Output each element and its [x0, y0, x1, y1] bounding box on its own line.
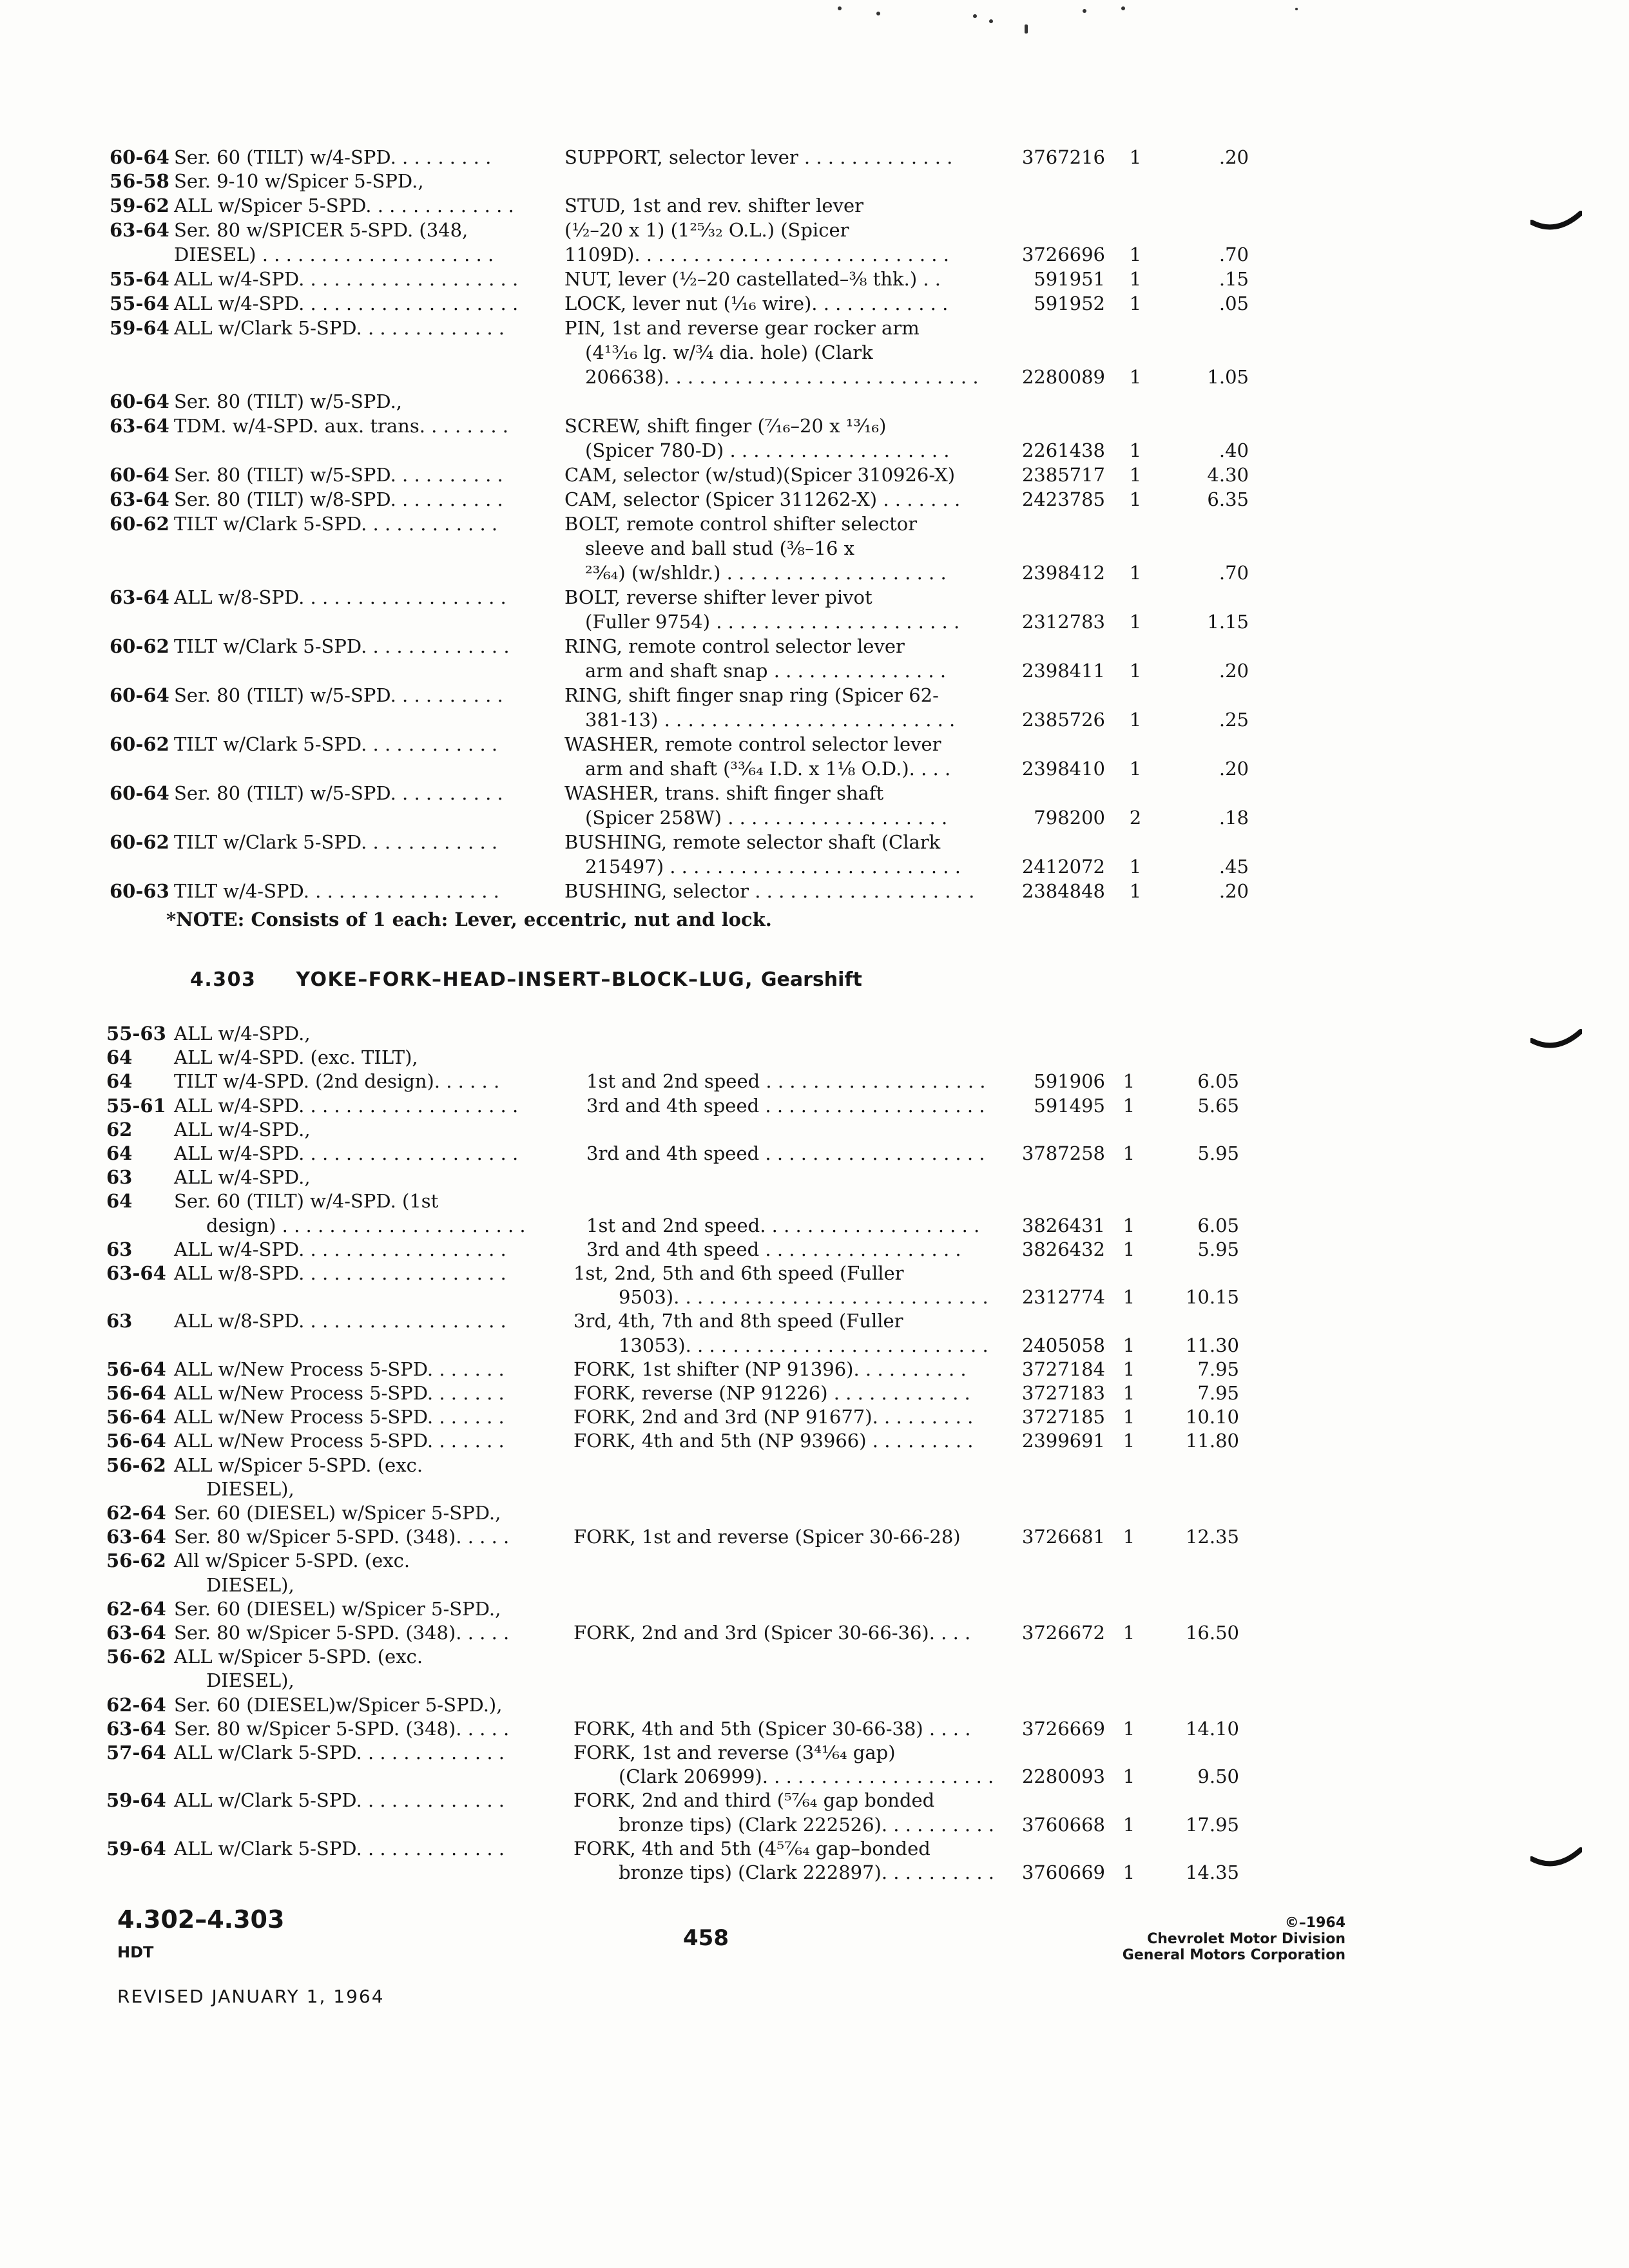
application: TILT w/4-SPD. (2nd design). . . . . . — [174, 1070, 500, 1092]
part-number: 2312783 — [1021, 611, 1105, 633]
year-range: 60-62 — [110, 831, 169, 853]
application: ALL w/4-SPD., — [174, 1023, 311, 1044]
part-number: 3726672 — [1021, 1622, 1105, 1644]
description: WASHER, remote control selector lever — [564, 733, 941, 755]
application: Ser. 80 w/Spicer 5-SPD. (348). . . . . — [174, 1526, 510, 1548]
part-number: 2384848 — [1021, 880, 1105, 902]
price: 6.35 — [1207, 488, 1249, 510]
note-text: *NOTE: Consists of 1 each: Lever, eccentric, nut and lock. — [166, 908, 772, 930]
application: ALL w/New Process 5-SPD. . . . . . . — [174, 1430, 505, 1452]
quantity: 1 — [1129, 611, 1142, 633]
year-range: 64 — [106, 1142, 133, 1164]
price: 6.05 — [1197, 1215, 1239, 1236]
year-range: 63 — [106, 1166, 133, 1188]
application: TILT w/Clark 5-SPD. . . . . . . . . . . . — [174, 733, 498, 755]
year-range: 57-64 — [106, 1742, 166, 1763]
part-number: 2312774 — [1021, 1286, 1105, 1308]
application: Ser. 80 (TILT) w/5-SPD. . . . . . . . . . — [174, 782, 503, 804]
year-range: 60-64 — [110, 146, 169, 168]
application: Ser. 60 (TILT) w/4-SPD. . . . . . . . . — [174, 146, 492, 168]
description: sleeve and ball stud (⅜–16 x — [585, 537, 855, 559]
application: Ser. 80 w/SPICER 5-SPD. (348, — [174, 219, 468, 241]
price: 4.30 — [1207, 464, 1249, 486]
quantity: 1 — [1123, 1406, 1135, 1428]
price: 11.80 — [1185, 1430, 1239, 1452]
description: 3rd, 4th, 7th and 8th speed (Fuller — [574, 1310, 903, 1332]
price: 5.65 — [1197, 1095, 1239, 1117]
application: ALL w/8-SPD. . . . . . . . . . . . . . . . . . — [174, 1310, 506, 1332]
description: CAM, selector (w/stud)(Spicer 310926-X) — [564, 464, 956, 486]
year-range: 64 — [106, 1070, 133, 1092]
description: 3rd and 4th speed . . . . . . . . . . . . . . . . . . . — [586, 1142, 985, 1164]
year-range: 56-58 — [110, 170, 169, 192]
price: .25 — [1219, 709, 1249, 731]
description: (4¹³⁄₁₆ lg. w/¾ dia. hole) (Clark — [585, 341, 873, 363]
footer-code: HDT — [117, 1943, 154, 1961]
quantity: 1 — [1129, 758, 1142, 780]
section-heading — [190, 968, 862, 991]
part-number: 3727183 — [1021, 1382, 1105, 1404]
description: 1st, 2nd, 5th and 6th speed (Fuller — [574, 1262, 904, 1284]
description: 3rd and 4th speed . . . . . . . . . . . . . . . . . — [586, 1238, 961, 1260]
application: ALL w/Spicer 5-SPD. (exc. — [174, 1454, 423, 1476]
description: BUSHING, selector . . . . . . . . . . . . . . . . . . . — [564, 880, 975, 902]
price: 1.15 — [1207, 611, 1249, 633]
description: NUT, lever (½–20 castellated–⅜ thk.) . . — [564, 268, 941, 290]
price: 10.10 — [1185, 1406, 1239, 1428]
part-number: 3826432 — [1021, 1238, 1105, 1260]
year-range: 63-64 — [106, 1718, 166, 1740]
part-number: 2280093 — [1021, 1765, 1105, 1787]
price: 7.95 — [1197, 1382, 1239, 1404]
description: arm and shaft snap . . . . . . . . . . . . . . . — [585, 660, 947, 682]
application: Ser. 80 (TILT) w/8-SPD. . . . . . . . . . — [174, 488, 503, 510]
price: 7.95 — [1197, 1358, 1239, 1380]
application: Ser. 80 (TILT) w/5-SPD. . . . . . . . . . — [174, 684, 503, 706]
quantity: 1 — [1129, 366, 1142, 388]
copyright-line: General Motors Corporation — [1122, 1947, 1345, 1963]
application: ALL w/New Process 5-SPD. . . . . . . — [174, 1358, 505, 1380]
year-range: 63-64 — [106, 1622, 166, 1644]
year-range: 64 — [106, 1046, 133, 1068]
price: .20 — [1219, 660, 1249, 682]
price: .40 — [1219, 439, 1249, 461]
application: Ser. 80 w/Spicer 5-SPD. (348). . . . . — [174, 1718, 510, 1740]
part-number: 3826431 — [1021, 1215, 1105, 1236]
year-range: 56-64 — [106, 1430, 166, 1452]
part-number: 2398410 — [1021, 758, 1105, 780]
year-range: 64 — [106, 1190, 133, 1212]
application: ALL w/8-SPD. . . . . . . . . . . . . . . . . . — [174, 1262, 506, 1284]
quantity: 1 — [1129, 856, 1142, 878]
price: 5.95 — [1197, 1142, 1239, 1164]
description: 1st and 2nd speed. . . . . . . . . . . . . . . . . . . — [586, 1215, 980, 1236]
application: TILT w/Clark 5-SPD. . . . . . . . . . . . . — [174, 635, 510, 657]
application: ALL w/Clark 5-SPD. . . . . . . . . . . . . — [174, 1789, 505, 1811]
part-number: 2280089 — [1021, 366, 1105, 388]
price: 9.50 — [1197, 1765, 1239, 1787]
part-number: 2385717 — [1021, 464, 1105, 486]
description: 1st and 2nd speed . . . . . . . . . . . . . . . . . . . — [586, 1070, 986, 1092]
application: DIESEL) . . . . . . . . . . . . . . . . . . . . — [174, 244, 494, 265]
section-number: 4.303 — [190, 968, 256, 991]
part-number: 3727184 — [1021, 1358, 1105, 1380]
quantity: 1 — [1129, 709, 1142, 731]
description: BUSHING, remote selector shaft (Clark — [564, 831, 941, 853]
year-range: 60-62 — [110, 513, 169, 535]
description: (Spicer 258W) . . . . . . . . . . . . . . . . . . . — [585, 807, 948, 829]
application: ALL w/4-SPD. . . . . . . . . . . . . . . . . . . — [174, 268, 519, 290]
section-title: YOKE–FORK–HEAD–INSERT–BLOCK–LUG, — [296, 968, 753, 991]
price: 16.50 — [1185, 1622, 1239, 1644]
quantity: 1 — [1129, 880, 1142, 902]
punch-mark — [1530, 1028, 1582, 1053]
description: FORK, 4th and 5th (4⁵⁷⁄₆₄ gap–bonded — [574, 1838, 930, 1860]
year-range: 56-62 — [106, 1454, 166, 1476]
part-number: 3760669 — [1021, 1861, 1105, 1883]
quantity: 1 — [1129, 268, 1142, 290]
price: .18 — [1219, 807, 1249, 829]
quantity: 1 — [1123, 1430, 1135, 1452]
description: arm and shaft (³³⁄₆₄ I.D. x 1⅛ O.D.). . . . — [585, 758, 951, 780]
description: PIN, 1st and reverse gear rocker arm — [564, 317, 920, 339]
year-range: 60-64 — [110, 390, 169, 412]
description: bronze tips) (Clark 222526). . . . . . . . . . — [619, 1814, 995, 1836]
year-range: 63-64 — [106, 1262, 166, 1284]
description: FORK, 4th and 5th (NP 93966) . . . . . . . . . — [574, 1430, 974, 1452]
application: ALL w/New Process 5-SPD. . . . . . . — [174, 1406, 505, 1428]
price: .05 — [1219, 293, 1249, 314]
description: FORK, reverse (NP 91226) . . . . . . . . . . . . — [574, 1382, 970, 1404]
description: 215497) . . . . . . . . . . . . . . . . . . . . . . . . . — [585, 856, 961, 878]
part-number: 2385726 — [1021, 709, 1105, 731]
price: .70 — [1219, 562, 1249, 584]
part-number: 2423785 — [1021, 488, 1105, 510]
application: ALL w/4-SPD. (exc. TILT), — [174, 1046, 418, 1068]
year-range: 59-64 — [110, 317, 169, 339]
description: (Spicer 780-D) . . . . . . . . . . . . . . . . . . . — [585, 439, 950, 461]
description: (Fuller 9754) . . . . . . . . . . . . . . . . . . . . . — [585, 611, 960, 633]
quantity: 1 — [1129, 488, 1142, 510]
part-number: 591906 — [1034, 1070, 1105, 1092]
price: .20 — [1219, 880, 1249, 902]
price: 11.30 — [1185, 1334, 1239, 1356]
description: FORK, 1st and reverse (Spicer 30-66-28) — [574, 1526, 961, 1548]
year-range: 63 — [106, 1310, 133, 1332]
year-range: 55-64 — [110, 268, 169, 290]
description: (Clark 206999). . . . . . . . . . . . . . . . . . . . — [619, 1765, 994, 1787]
part-number: 2405058 — [1021, 1334, 1105, 1356]
application: ALL w/Clark 5-SPD. . . . . . . . . . . . . — [174, 1742, 505, 1763]
price: 17.95 — [1185, 1814, 1239, 1836]
application: TDM. w/4-SPD. aux. trans. . . . . . . . — [174, 415, 508, 437]
price: 1.05 — [1207, 366, 1249, 388]
part-number: 2261438 — [1021, 439, 1105, 461]
part-number: 798200 — [1034, 807, 1105, 829]
price: 14.10 — [1185, 1718, 1239, 1740]
quantity: 2 — [1129, 807, 1142, 829]
description: RING, shift finger snap ring (Spicer 62- — [564, 684, 939, 706]
application: ALL w/Clark 5-SPD. . . . . . . . . . . . . — [174, 1838, 505, 1860]
copyright-line: ©–1964 — [1284, 1915, 1345, 1931]
description: SCREW, shift finger (⁷⁄₁₆–20 x ¹³⁄₁₆) — [564, 415, 887, 437]
part-number: 591495 — [1034, 1095, 1105, 1117]
application: Ser. 80 w/Spicer 5-SPD. (348). . . . . — [174, 1622, 510, 1644]
application: All w/Spicer 5-SPD. (exc. — [174, 1550, 410, 1571]
price: 12.35 — [1185, 1526, 1239, 1548]
year-range: 60-63 — [110, 880, 169, 902]
quantity: 1 — [1123, 1215, 1135, 1236]
application: Ser. 80 (TILT) w/5-SPD., — [174, 390, 403, 412]
application: DIESEL), — [206, 1669, 294, 1691]
year-range: 59-62 — [110, 195, 169, 216]
application: ALL w/4-SPD. . . . . . . . . . . . . . . . . . . — [174, 293, 519, 314]
quantity: 1 — [1123, 1382, 1135, 1404]
description: STUD, 1st and rev. shifter lever — [564, 195, 863, 216]
quantity: 1 — [1123, 1526, 1135, 1548]
page-number: 458 — [683, 1925, 729, 1951]
description: WASHER, trans. shift finger shaft — [564, 782, 884, 804]
punch-mark — [1530, 209, 1582, 235]
year-range: 63 — [106, 1238, 133, 1260]
price: .20 — [1219, 758, 1249, 780]
description: FORK, 4th and 5th (Spicer 30-66-38) . . . . — [574, 1718, 971, 1740]
description: 381-13) . . . . . . . . . . . . . . . . . . . . . . . . . — [585, 709, 956, 731]
price: .45 — [1219, 856, 1249, 878]
application: DIESEL), — [206, 1574, 294, 1596]
quantity: 1 — [1123, 1861, 1135, 1883]
year-range: 63-64 — [110, 219, 169, 241]
application: ALL w/Clark 5-SPD. . . . . . . . . . . . . — [174, 317, 505, 339]
year-range: 55-63 — [106, 1023, 166, 1044]
quantity: 1 — [1129, 146, 1142, 168]
price: .15 — [1219, 268, 1249, 290]
year-range: 60-64 — [110, 684, 169, 706]
quantity: 1 — [1129, 244, 1142, 265]
year-range: 63-64 — [110, 586, 169, 608]
quantity: 1 — [1123, 1286, 1135, 1308]
application: ALL w/4-SPD. . . . . . . . . . . . . . . . . . . — [174, 1142, 519, 1164]
price: .20 — [1219, 146, 1249, 168]
quantity: 1 — [1123, 1622, 1135, 1644]
quantity: 1 — [1123, 1718, 1135, 1740]
application: ALL w/8-SPD. . . . . . . . . . . . . . . . . . — [174, 586, 506, 608]
description: 13053). . . . . . . . . . . . . . . . . . . . . . . . . . — [619, 1334, 988, 1356]
part-number: 2398412 — [1021, 562, 1105, 584]
year-range: 62-64 — [106, 1694, 166, 1716]
application: Ser. 60 (DIESEL) w/Spicer 5-SPD., — [174, 1502, 501, 1524]
description: FORK, 1st and reverse (3⁴¹⁄₆₄ gap) — [574, 1742, 896, 1763]
application: TILT w/Clark 5-SPD. . . . . . . . . . . . — [174, 831, 498, 853]
application: TILT w/4-SPD. . . . . . . . . . . . . . . . . — [174, 880, 499, 902]
description: FORK, 1st shifter (NP 91396). . . . . . . . . . — [574, 1358, 967, 1380]
quantity: 1 — [1123, 1358, 1135, 1380]
description: 9503). . . . . . . . . . . . . . . . . . . . . . . . . . . — [619, 1286, 988, 1308]
application: Ser. 60 (TILT) w/4-SPD. (1st — [174, 1190, 439, 1212]
description: ²³⁄₆₄) (w/shldr.) . . . . . . . . . . . . . . . . . . . — [585, 562, 947, 584]
application: ALL w/4-SPD. . . . . . . . . . . . . . . . . . . — [174, 1095, 519, 1117]
price: 14.35 — [1185, 1861, 1239, 1883]
year-range: 56-62 — [106, 1550, 166, 1571]
part-number: 2398411 — [1021, 660, 1105, 682]
application: Ser. 9-10 w/Spicer 5-SPD., — [174, 170, 424, 192]
quantity: 1 — [1129, 464, 1142, 486]
description: CAM, selector (Spicer 311262-X) . . . . . . . — [564, 488, 961, 510]
part-number: 3726681 — [1021, 1526, 1105, 1548]
year-range: 63-64 — [110, 415, 169, 437]
description: BOLT, reverse shifter lever pivot — [564, 586, 872, 608]
description: (½–20 x 1) (1²⁵⁄₃₂ O.L.) (Spicer — [564, 219, 849, 241]
part-number: 3787258 — [1021, 1142, 1105, 1164]
quantity: 1 — [1129, 439, 1142, 461]
description: 206638). . . . . . . . . . . . . . . . . . . . . . . . . . . — [585, 366, 979, 388]
application: Ser. 60 (DIESEL)w/Spicer 5-SPD.), — [174, 1694, 503, 1716]
part-number: 2412072 — [1021, 856, 1105, 878]
year-range: 55-64 — [110, 293, 169, 314]
year-range: 55-61 — [106, 1095, 166, 1117]
year-range: 60-64 — [110, 782, 169, 804]
copyright-line: Chevrolet Motor Division — [1147, 1931, 1345, 1947]
application: ALL w/Spicer 5-SPD. (exc. — [174, 1646, 423, 1667]
punch-mark — [1530, 1846, 1582, 1872]
price: 6.05 — [1197, 1070, 1239, 1092]
quantity: 1 — [1129, 293, 1142, 314]
year-range: 56-64 — [106, 1358, 166, 1380]
year-range: 63-64 — [106, 1526, 166, 1548]
description: 3rd and 4th speed . . . . . . . . . . . . . . . . . . . — [586, 1095, 985, 1117]
year-range: 62 — [106, 1119, 133, 1140]
application: Ser. 80 (TILT) w/5-SPD. . . . . . . . . . — [174, 464, 503, 486]
revised-date: REVISED JANUARY 1, 1964 — [117, 1986, 385, 2007]
quantity: 1 — [1123, 1070, 1135, 1092]
year-range: 56-64 — [106, 1406, 166, 1428]
description: FORK, 2nd and 3rd (NP 91677). . . . . . . . . — [574, 1406, 974, 1428]
description: 1109D). . . . . . . . . . . . . . . . . . . . . . . . . . . — [564, 244, 949, 265]
description: RING, remote control selector lever — [564, 635, 905, 657]
year-range: 56-62 — [106, 1646, 166, 1667]
year-range: 60-62 — [110, 635, 169, 657]
part-number: 3726696 — [1021, 244, 1105, 265]
year-range: 59-64 — [106, 1838, 166, 1860]
part-number: 3767216 — [1021, 146, 1105, 168]
quantity: 1 — [1123, 1142, 1135, 1164]
application: design) . . . . . . . . . . . . . . . . . . . . . — [206, 1215, 526, 1236]
price: 5.95 — [1197, 1238, 1239, 1260]
year-range: 60-62 — [110, 733, 169, 755]
part-number: 3727185 — [1021, 1406, 1105, 1428]
description: FORK, 2nd and 3rd (Spicer 30-66-36). . . . — [574, 1622, 971, 1644]
part-number: 591952 — [1034, 293, 1105, 314]
part-number: 2399691 — [1021, 1430, 1105, 1452]
description: bronze tips) (Clark 222897). . . . . . . . . . — [619, 1861, 995, 1883]
year-range: 59-64 — [106, 1789, 166, 1811]
footer-section-ref: 4.302–4.303 — [117, 1905, 285, 1934]
part-number: 3760668 — [1021, 1814, 1105, 1836]
year-range: 63-64 — [110, 488, 169, 510]
quantity: 1 — [1123, 1238, 1135, 1260]
description: SUPPORT, selector lever . . . . . . . . . . . . . — [564, 146, 953, 168]
price: .70 — [1219, 244, 1249, 265]
application: ALL w/Spicer 5-SPD. . . . . . . . . . . . . — [174, 195, 514, 216]
price: 10.15 — [1185, 1286, 1239, 1308]
year-range: 56-64 — [106, 1382, 166, 1404]
application: TILT w/Clark 5-SPD. . . . . . . . . . . . — [174, 513, 498, 535]
quantity: 1 — [1123, 1765, 1135, 1787]
quantity: 1 — [1123, 1814, 1135, 1836]
application: Ser. 60 (DIESEL) w/Spicer 5-SPD., — [174, 1598, 501, 1620]
application: ALL w/New Process 5-SPD. . . . . . . — [174, 1382, 505, 1404]
section-subtitle: Gearshift — [760, 968, 862, 991]
year-range: 60-64 — [110, 464, 169, 486]
application: ALL w/4-SPD., — [174, 1166, 311, 1188]
year-range: 62-64 — [106, 1598, 166, 1620]
quantity: 1 — [1129, 660, 1142, 682]
application: ALL w/4-SPD., — [174, 1119, 311, 1140]
application: DIESEL), — [206, 1478, 294, 1500]
description: LOCK, lever nut (⅟₁₆ wire). . . . . . . . . . . . — [564, 293, 949, 314]
application: ALL w/4-SPD. . . . . . . . . . . . . . . . . . — [174, 1238, 506, 1260]
year-range: 62-64 — [106, 1502, 166, 1524]
copyright-block — [1123, 1915, 1345, 1963]
quantity: 1 — [1129, 562, 1142, 584]
part-number: 3726669 — [1021, 1718, 1105, 1740]
quantity: 1 — [1123, 1095, 1135, 1117]
description: BOLT, remote control shifter selector — [564, 513, 918, 535]
part-number: 591951 — [1034, 268, 1105, 290]
description: FORK, 2nd and third (⁵⁷⁄₆₄ gap bonded — [574, 1789, 935, 1811]
quantity: 1 — [1123, 1334, 1135, 1356]
